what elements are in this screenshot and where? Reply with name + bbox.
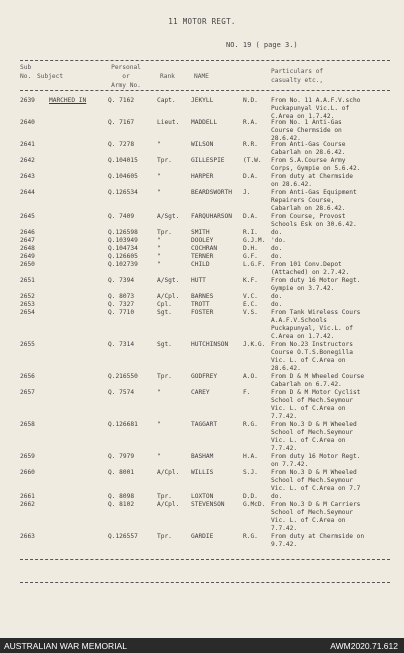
surname: GILLESPIE [191,157,225,164]
sub-no: 2653 [20,301,35,308]
surname: COCHRAN [191,245,218,252]
surname: SMITH [191,229,210,236]
rank: A/Sgt. [157,277,180,284]
sub-no: 2657 [20,389,35,396]
table-row [0,156,404,172]
surname: STEVENSON [191,501,225,508]
rank: Sgt. [157,309,172,316]
surname: HARPER [191,173,214,180]
sub-no: 2654 [20,309,35,316]
initials: K.F. [243,277,258,284]
sub-no: 2661 [20,493,35,500]
army-no: Q. 7278 [108,141,135,148]
surname: BEARDSWORTH [191,189,232,196]
sub-no: 2658 [20,421,35,428]
particulars-line: Cabarlah on 28.6.42. [271,149,346,156]
army-no: Q.104605 [108,173,138,180]
particulars-line: do. [271,493,283,500]
particulars-line: From S.A.Course Army [271,157,346,164]
rank: A/Cpl. [157,469,180,476]
surname: GODFREY [191,373,218,380]
particulars-line: Cabarlah on 28.6.42. [271,205,346,212]
surname: JEKYLL [191,97,214,104]
army-no: Q. 8098 [108,493,135,500]
rank: A/Cpl. [157,501,180,508]
initials: N.D. [243,97,258,104]
surname: CAREY [191,389,210,396]
rank: " [157,141,161,148]
rank: Tpr. [157,157,172,164]
initials: D.H. [243,245,258,252]
sub-no: 2645 [20,213,35,220]
army-no: Q.103949 [108,237,138,244]
army-no: Q.104015 [108,157,138,164]
rank: Tpr. [157,229,172,236]
page-reference: NO. 19 ( page 3.) [226,41,298,49]
army-no: Q.126681 [108,421,138,428]
particulars-line: Schools Esk on 30.6.42. [271,221,357,228]
surname: GARDIE [191,533,214,540]
initials: V.S. [243,309,258,316]
particulars-line: Cabarlah on 6.7.42. [271,381,342,388]
particulars-line: School of Mech.Seymour [271,429,353,436]
table-row [0,212,404,228]
table-row [0,140,404,156]
particulars-line: Vic. L. of C.Area on [271,405,346,412]
particulars-line: From No.3 D & M Wheeled [271,469,357,476]
rank: " [157,253,161,260]
initials: V.C. [243,293,258,300]
particulars-line: Corps, Gympie on 5.6.42. [271,165,361,172]
subject: MARCHED IN [49,97,87,104]
initials: J.K.G. [243,341,266,348]
table-row [0,188,404,212]
table-row [0,260,404,276]
surname: WILLIS [191,469,214,476]
army-no: Q. 7710 [108,309,135,316]
surname: WILSON [191,141,214,148]
initials: R.G. [243,421,258,428]
particulars-line: From No.3 D & M Carriers [271,501,361,508]
initials: F. [243,389,251,396]
army-no: Q. 7409 [108,213,135,220]
table-row [0,96,404,120]
particulars-line: School of Mech.Seymour [271,397,353,404]
surname: TAGGART [191,421,218,428]
footer-institution: AUSTRALIAN WAR MEMORIAL [4,641,127,651]
particulars-line: From duty at Chermside on [271,533,365,540]
particulars-line: From No. 11 A.A.F.V.scho [271,97,361,104]
table-row [0,532,404,548]
army-no: Q.102739 [108,261,138,268]
particulars-line: Vic. L. of C.Area on 7.7 [271,485,361,492]
top-rule [20,60,390,61]
army-no: Q. 8102 [108,501,135,508]
table-row [0,276,404,292]
initials: L.G.F. [243,261,266,268]
particulars-line: do. [271,301,283,308]
sub-no: 2646 [20,229,35,236]
particulars-line: From Anti-Gas Equipment [271,189,357,196]
sub-no: 2650 [20,261,35,268]
initials: G.F. [243,253,258,260]
particulars-line: Vic. L. of C.Area on [271,517,346,524]
army-no: Q.216550 [108,373,138,380]
initials: R.R. [243,141,258,148]
sub-no: 2640 [20,119,35,126]
initials: (T.W. [243,157,262,164]
particulars-line: Puckapunyal Vic.L. of [271,105,350,112]
particulars-line: From duty at Chermside [271,173,353,180]
initials: A.O. [243,373,258,380]
table-row [0,388,404,420]
particulars-line: on 7.7.42. [271,461,309,468]
army-no: Q. 7979 [108,453,135,460]
particulars-line: From Tank Wireless Cours [271,309,361,316]
particulars-line: Puckapunyal, Vic.L. of [271,325,353,332]
surname: DOOLEY [191,237,214,244]
rank: A/Cpl. [157,293,180,300]
rank: " [157,389,161,396]
army-no: Q. 7327 [108,301,135,308]
table-row [0,118,404,142]
particulars-line: do. [271,293,283,300]
table-row [0,500,404,532]
sub-no: 2656 [20,373,35,380]
particulars-line: From duty 16 Motor Regt. [271,277,361,284]
particulars-line: 28.6.42. [271,135,301,142]
table-row [0,340,404,372]
rank: " [157,237,161,244]
particulars-line: From Anti-Gas Course [271,141,346,148]
sub-no: 2651 [20,277,35,284]
sub-no: 2649 [20,253,35,260]
sub-no: 2655 [20,341,35,348]
sub-no: 2652 [20,293,35,300]
particulars-line: C.Area on 1.7.42. [271,113,335,120]
rank: " [157,173,161,180]
surname: BASHAM [191,453,214,460]
particulars-line: C.Area on 1.7.42. [271,333,335,340]
particulars-line: 9.7.42. [271,541,298,548]
particulars-line: From No.3 D & M Wheeled [271,421,357,428]
surname: FARQUHARSON [191,213,232,220]
surname: LOXTON [191,493,214,500]
particulars-line: From D & M Motor Cyclist [271,389,361,396]
surname: TROTT [191,301,210,308]
particulars-line: 7.7.42. [271,525,298,532]
rank: Tpr. [157,493,172,500]
footer-accession: AWM2020.71.612 [330,641,398,651]
particulars-line: School of Mech.Seymour [271,477,353,484]
rank: Cpl. [157,301,172,308]
table-row [0,172,404,188]
unit-title: 11 MOTOR REGT. [168,17,236,26]
particulars-line: do. [271,253,283,260]
army-no: Q.126605 [108,253,138,260]
initials: D.A. [243,213,258,220]
col-header-subject: Subject [37,73,64,80]
footer-bar [0,638,404,653]
particulars-line: Gympie on 3.7.42. [271,285,335,292]
sub-no: 2641 [20,141,35,148]
rank: A/Sgt. [157,213,180,220]
initials: G.McD. [243,501,266,508]
particulars-line: From 101 Conv.Depot [271,261,342,268]
col-header-name: NAME [194,73,209,80]
army-no: Q. 7162 [108,97,135,104]
particulars-line: From No.23 Instructors [271,341,353,348]
surname: FOSTER [191,309,214,316]
bottom-rule-2 [20,582,390,583]
particulars-line: A.A.F.V.Schools [271,317,327,324]
rank: Tpr. [157,533,172,540]
col-header-army-no: Personal or Army No. [111,64,141,89]
army-no: Q.126598 [108,229,138,236]
rank: Sgt. [157,341,172,348]
sub-no: 2639 [20,97,35,104]
surname: CHILD [191,261,210,268]
rank: " [157,421,161,428]
particulars-line: From Course, Provost [271,213,346,220]
rank: " [157,261,161,268]
table-row [0,372,404,388]
rank: " [157,453,161,460]
sub-no: 2648 [20,245,35,252]
army-no: Q. 8073 [108,293,135,300]
sub-no: 2647 [20,237,35,244]
surname: MADDELL [191,119,218,126]
table-row [0,452,404,468]
surname: TERNER [191,253,214,260]
army-no: Q. 7394 [108,277,135,284]
sub-no: 2642 [20,157,35,164]
surname: HUTCHINSON [191,341,229,348]
rank: Lieut. [157,119,180,126]
surname: HUTT [191,277,206,284]
sub-no: 2660 [20,469,35,476]
particulars-line: 'do. [271,237,286,244]
sub-no: 2659 [20,453,35,460]
army-no: Q.104734 [108,245,138,252]
header-rule [20,90,390,91]
col-header-sub-no: Sub No. [20,64,32,80]
table-row [0,308,404,340]
army-no: Q. 7574 [108,389,135,396]
initials: R.I. [243,229,258,236]
rank: Capt. [157,97,176,104]
army-no: Q. 8001 [108,469,135,476]
initials: R.A. [243,119,258,126]
initials: E.C. [243,301,258,308]
particulars-line: Vic. L. of C.Area on [271,357,346,364]
particulars-line: From duty 16 Motor Regt. [271,453,361,460]
sub-no: 2644 [20,189,35,196]
particulars-line: do. [271,229,283,236]
surname: BARNES [191,293,214,300]
rank: " [157,245,161,252]
sub-no: 2643 [20,173,35,180]
particulars-line: School of Mech.Seymour [271,509,353,516]
army-no: Q. 7314 [108,341,135,348]
initials: D.D. [243,493,258,500]
table-row [0,420,404,452]
particulars-line: From No. 1 Anti-Gas [271,119,342,126]
army-no: Q. 7167 [108,119,135,126]
col-header-rank: Rank [160,73,175,80]
sub-no: 2663 [20,533,35,540]
initials: D.A. [243,173,258,180]
army-no: Q.126534 [108,189,138,196]
particulars-line: Vic. L. of C.Area on [271,437,346,444]
particulars-line: do. [271,245,283,252]
army-no: Q.126557 [108,533,138,540]
initials: H.A. [243,453,258,460]
initials: J. [243,189,251,196]
particulars-line: Course O.T.S.Bonegilla [271,349,353,356]
rank: " [157,189,161,196]
rank: Tpr. [157,373,172,380]
sub-no: 2662 [20,501,35,508]
particulars-line: Repairers Course, [271,197,335,204]
particulars-line: 28.6.42. [271,365,301,372]
particulars-line: Course Chermside on [271,127,342,134]
particulars-line: 7.7.42. [271,445,298,452]
bottom-rule-1 [20,559,390,560]
particulars-line: (Attached) on 2.7.42. [271,269,350,276]
col-header-particulars: Particulars of casualty etc., [271,68,324,84]
initials: G.J.M. [243,237,266,244]
initials: R.G. [243,533,258,540]
particulars-line: From D & M Wheeled Course [271,373,365,380]
particulars-line: on 28.6.42. [271,181,312,188]
particulars-line: 7.7.42. [271,413,298,420]
initials: S.J. [243,469,258,476]
